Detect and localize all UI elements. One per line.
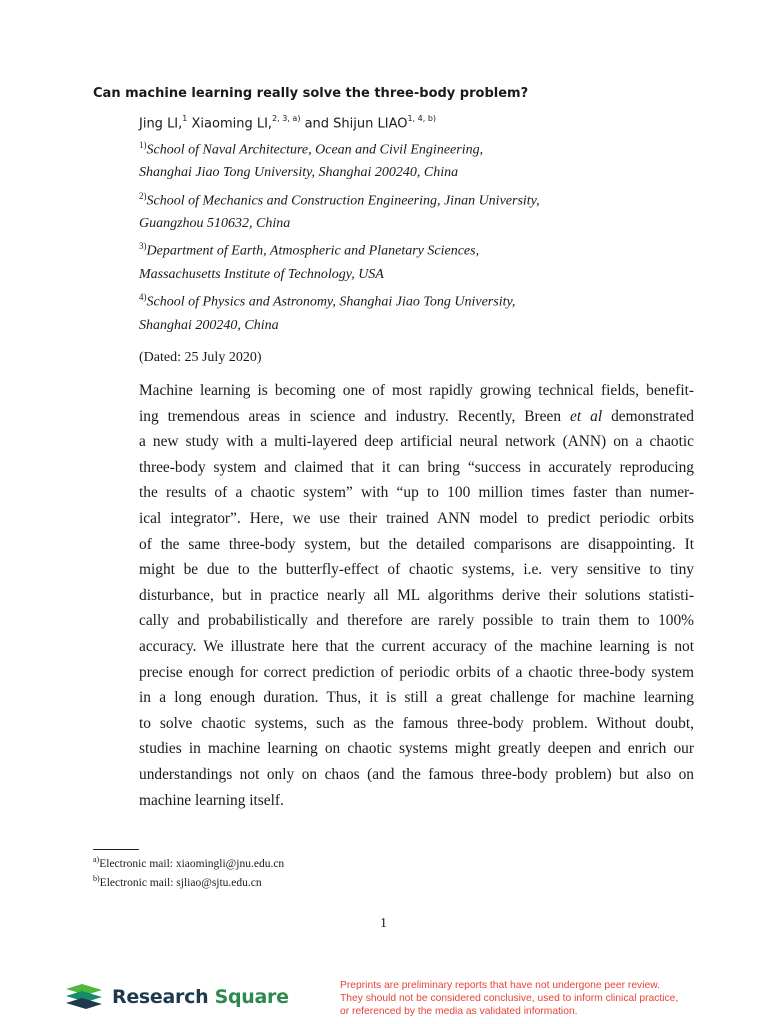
author-list [139, 115, 436, 131]
abstract-line: in a long enough duration. Thus, it is still a great challenge for machine learning [139, 689, 694, 707]
footnote-b [93, 874, 262, 889]
footnote-sup: a) [93, 855, 100, 864]
footnote-rule [93, 849, 139, 850]
affiliation-text: School of Mechanics and Construction Engineering, Jinan University, [146, 193, 540, 209]
notice-line: They should not be considered conclusive, used to inform clinical practice, [340, 993, 679, 1004]
affiliation-text: Department of Earth, Atmospheric and Planetary Sciences, [146, 243, 480, 259]
research-square-logo[interactable] [64, 983, 289, 1011]
abstract-line: Machine learning is becoming one of most rapidly growing technical fields, benefit- [139, 382, 694, 399]
affiliation-2-line2: Guangzhou 510632, China [139, 216, 291, 231]
affiliation-text: School of Physics and Astronomy, Shanghai Jiao Tong University, [146, 294, 516, 310]
abstract-line: of the same three-body system, but the detailed comparisons are disappointing. It [139, 535, 694, 553]
notice-line: Preprints are preliminary reports that have not undergone peer review. [340, 980, 660, 991]
affiliation-1-line1 [139, 140, 483, 159]
footnote-text: Electronic mail: xiaomingli@jnu.edu.cn [99, 857, 285, 870]
affiliation-sup: 1) [139, 140, 147, 150]
author-name: Xiaoming LI, [191, 116, 273, 132]
paper-title: Can machine learning really solve the three-body problem? [93, 86, 529, 101]
abstract-line: ing tremendous areas in science and industry. Recently, Breen et al demonstrated [139, 407, 695, 425]
abstract [139, 378, 694, 813]
footnote-text: Electronic mail: sjliao@sjtu.edu.cn [99, 876, 262, 889]
abstract-line: studies in machine learning on chaotic systems might greatly deepen and enrich our [139, 740, 694, 758]
logo-wordmark [112, 986, 289, 1008]
affiliation-sup: 2) [139, 191, 147, 201]
author-sup: 1 [182, 114, 188, 123]
logo-word-research: Research [112, 986, 209, 1008]
affiliation-sup: 3) [139, 241, 147, 251]
affiliation-4-line1 [139, 292, 515, 311]
research-square-logo-icon [64, 983, 104, 1011]
author-name: and Shijun LIAO [304, 116, 408, 132]
abstract-line: precise enough for correct prediction of periodic orbits of a chaotic three-body system [139, 663, 694, 681]
notice-line: or referenced by the media as validated information. [340, 1006, 578, 1017]
abstract-line: machine learning itself. [139, 791, 284, 809]
abstract-line: ical integrator”. Here, we use their trained ANN model to predict periodic orbits [139, 509, 694, 527]
affiliation-sup: 4) [139, 292, 147, 302]
affiliation-text: School of Naval Architecture, Ocean and Civil Engineering, [146, 142, 484, 158]
page-number: 1 [380, 916, 387, 931]
affiliation-3-line1 [139, 241, 479, 260]
author-name: Jing LI, [139, 116, 183, 132]
footnote-a [93, 855, 284, 870]
abstract-line: accuracy. We illustrate here that the current accuracy of the machine learning is not [139, 637, 694, 655]
author-sup: 2, 3, a) [272, 114, 301, 123]
abstract-line: cally and probabilistically and therefore are rarely possible to train them to 100% [139, 612, 694, 630]
abstract-line: the results of a chaotic system” with “up to 100 million times faster than numer- [139, 484, 694, 502]
author-sup: 1, 4, b) [407, 114, 437, 123]
preprint-notice [340, 979, 740, 1018]
abstract-line: disturbance, but in practice nearly all ML algorithms derive their solutions statisti- [139, 586, 694, 604]
abstract-line: might be due to the butterfly-effect of chaotic systems, i.e. very sensitive to tiny [139, 561, 694, 579]
affiliation-3-line2: Massachusetts Institute of Technology, USA [139, 267, 384, 282]
affiliation-2-line1 [139, 191, 540, 210]
footnote-sup: b) [93, 874, 100, 883]
affiliation-1-line2: Shanghai Jiao Tong University, Shanghai 200240, China [139, 165, 459, 180]
dated-line: (Dated: 25 July 2020) [139, 350, 262, 365]
abstract-line: three-body system and claimed that it can bring “success in accurately reproducing [139, 458, 694, 476]
logo-word-square: Square [214, 986, 289, 1008]
affiliation-4-line2: Shanghai 200240, China [139, 318, 279, 333]
abstract-line: a new study with a multi-layered deep artificial neural network (ANN) on a chaotic [139, 433, 694, 451]
abstract-line: to solve chaotic systems, such as the famous three-body problem. Without doubt, [139, 714, 694, 732]
abstract-line: understandings not only on chaos (and the famous three-body problem) but also on [139, 765, 694, 783]
